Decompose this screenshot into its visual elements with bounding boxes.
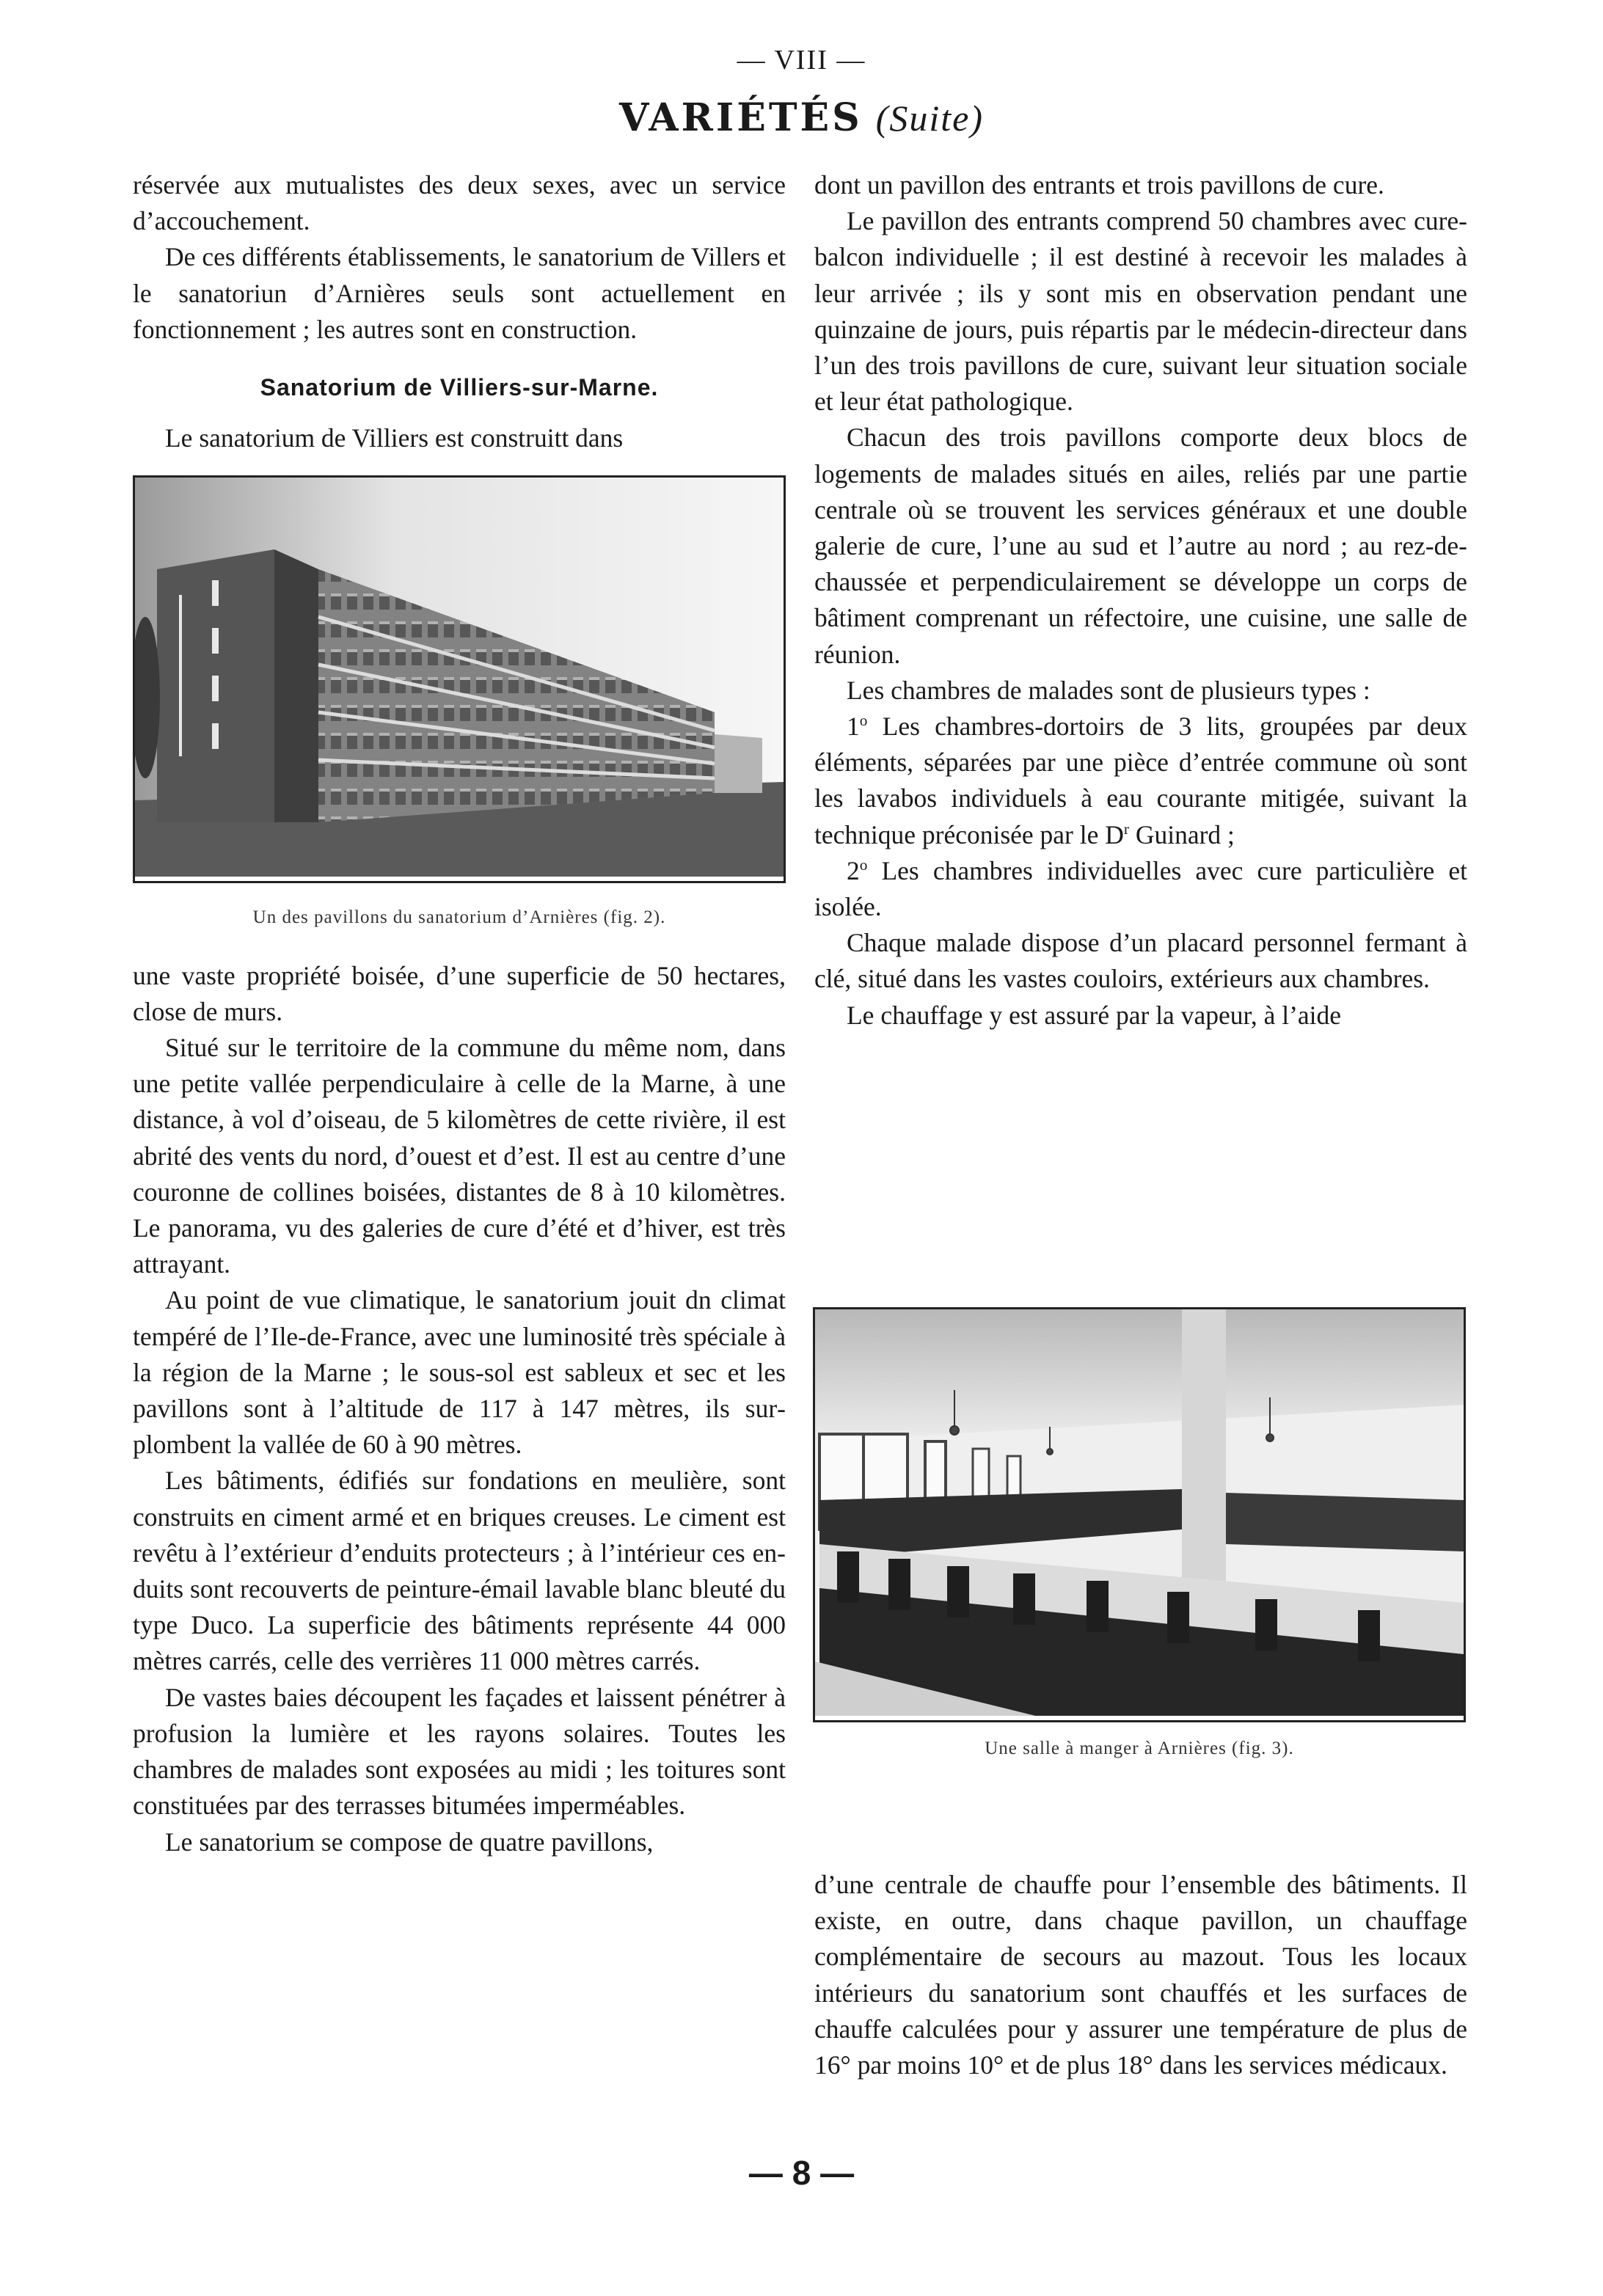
ordinal-superscript: o [859,712,868,730]
building-photo-image [135,478,784,877]
paragraph: une vaste propriété boisée, d’une superficie de 50 hectares, close de murs. [133,960,786,1026]
distant-building [715,734,762,793]
figure-dining-room-photo [813,1307,1466,1722]
paragraph: Les bâtiments, édifiés sur fondations en meulière, sont construits en ciment armé et en briques creuses. Le ciment est revêtu à l’extérieur d’enduits protecteurs ; à l’intérieur ces enduits sont recouverts de peinture-émail lavable blanc bleuté du type Duco. La superficie des bâtiments représente 44 000 mètres carrés, celle des verrières 11 000 mètres carrés. [133,1466,786,1676]
left-column [133,167,786,1860]
paragraph: Le sanatorium se compose de quatre pavillons, [165,1827,654,1857]
paragraph: Le sanatorium de Villiers est construitt dans [165,423,624,453]
paragraph: Le pavillon des entrants comprend 50 chambres avec cure-balcon individuelle ; il est destiné à recevoir les malades à leur arrivée ; ils y sont mis en observation pendant une quinzaine de jours, puis répartis par le médecin-directeur dans l’un des trois pavillons de cure, suivant leur situation sociale et leur état pathologique. [814,206,1467,417]
figure-caption: Un des pavillons du sanatorium d’Arnières (fig. 2). [252,907,666,928]
section-title-subtitle: (Suite) [875,98,984,139]
list-text: Guinard ; [1128,819,1235,849]
pillar [1182,1309,1226,1617]
paragraph: Chaque malade dispose d’un placard personnel fermant à clé, situé dans les vastes couloirs, extérieurs aux chambres. [814,928,1467,994]
section-title [0,95,1603,140]
paragraph: Chacun des trois pavillons comporte deux blocs de logements de malades situés en ailes, reliés par une partie centrale où se trouvent les services généraux et une double galerie de cure, l’une au sud et l’autre au nord ; au rez-de-chaussée et perpendiculairement se développe un corps de bâtiment comprenant un réfectoire, une cuisine, une salle de réunion. [814,423,1467,669]
paragraph: Les chambres de malades sont de plusieurs types : [847,675,1370,705]
paragraph: réservée aux mutualistes des deux sexes, avec un service d’accouchement. [133,170,786,236]
paragraph: De ces différents établissements, le sanatorium de Villers et le sanatoriun d’Arnières seuls sont actuellement en fonctionnement ; les autres sont en construction. [133,242,786,344]
list-text: Les chambres-dortoirs de 3 lits, groupées par deux éléments, séparées par une pièce d’entrée commune où sont les lavabos individuels à eau courante mitigée, suivant la technique préconisée par le D [814,712,1467,849]
paragraph: d’une centrale de chauffe pour l’ensemble des bâtiments. Il existe, en outre, dans chaque pavillon, un chauffage complémentaire de secours au mazout. Tous les locaux intérieurs du sanatorium sont chauffés et les surfaces de chauffe calculées pour y assurer une température de plus de 16° par moins 10° et de plus 18° dans les services médicaux. [814,1870,1467,2080]
list-number: 2 [847,855,860,885]
title-superscript: r [1123,819,1129,838]
right-column-continued [814,1867,1467,2083]
ordinal-superscript: o [859,856,868,874]
dining-tables [819,1489,1464,1716]
figure-dining-room-wrap [813,1290,1466,1781]
list-item [814,709,1467,853]
paragraph: Situé sur le territoire de la commune du même nom, dans une petite vallée perpendiculaire à celle de la Marne, à une distance, à vol d’oiseau, de 5 kilomètres de cette rivière, il est abrité des vents du nord, d’ouest et d’est. Il est au centre d’une couronne de collines boisées, distantes de 8 à 10 kilomètres. Le panorama, vu des galeries de cure d’été et d’hiver, est très attrayant. [133,1033,786,1279]
figure-caption: Une salle à manger à Arnières (fig. 3). [985,1739,1294,1758]
section-title-main: VARIÉTÉS [619,95,863,140]
page-folio: — VIII — [737,45,866,76]
subheading: Sanatorium de Villiers-sur-Marne. [260,374,659,401]
list-text: Les chambres individuelles avec cure particulière et isolée. [814,855,1467,922]
right-column [814,167,1467,1034]
page-number: — 8 — [748,2154,855,2192]
dining-room-photo-image [815,1309,1464,1716]
paragraph: Au point de vue climatique, le sanatorium jouit dn climat tempéré de l’Ile-de-France, avec une luminosité très spéciale à la région de la Marne ; le sous-sol est sableux et sec et les pavillons sont à l’altitude de 117 à 147 mètres, ils surplombent la vallée de 60 à 90 mètres. [133,1285,786,1460]
paragraph: Le chauffage y est assuré par la vapeur, à l’aide [847,1000,1342,1030]
paragraph: De vastes baies découpent les façades et laissent pénétrer à profusion la lumière et les rayons solaires. Toutes les chambres de malades sont exposées au midi ; les toitures sont constituées par des terrasses bitumées imperméables. [133,1682,786,1821]
list-number: 1 [847,712,860,742]
figure-building-photo [133,475,786,883]
paragraph: dont un pavillon des entrants et trois pavillons de cure. [814,170,1384,200]
list-item [814,853,1467,925]
